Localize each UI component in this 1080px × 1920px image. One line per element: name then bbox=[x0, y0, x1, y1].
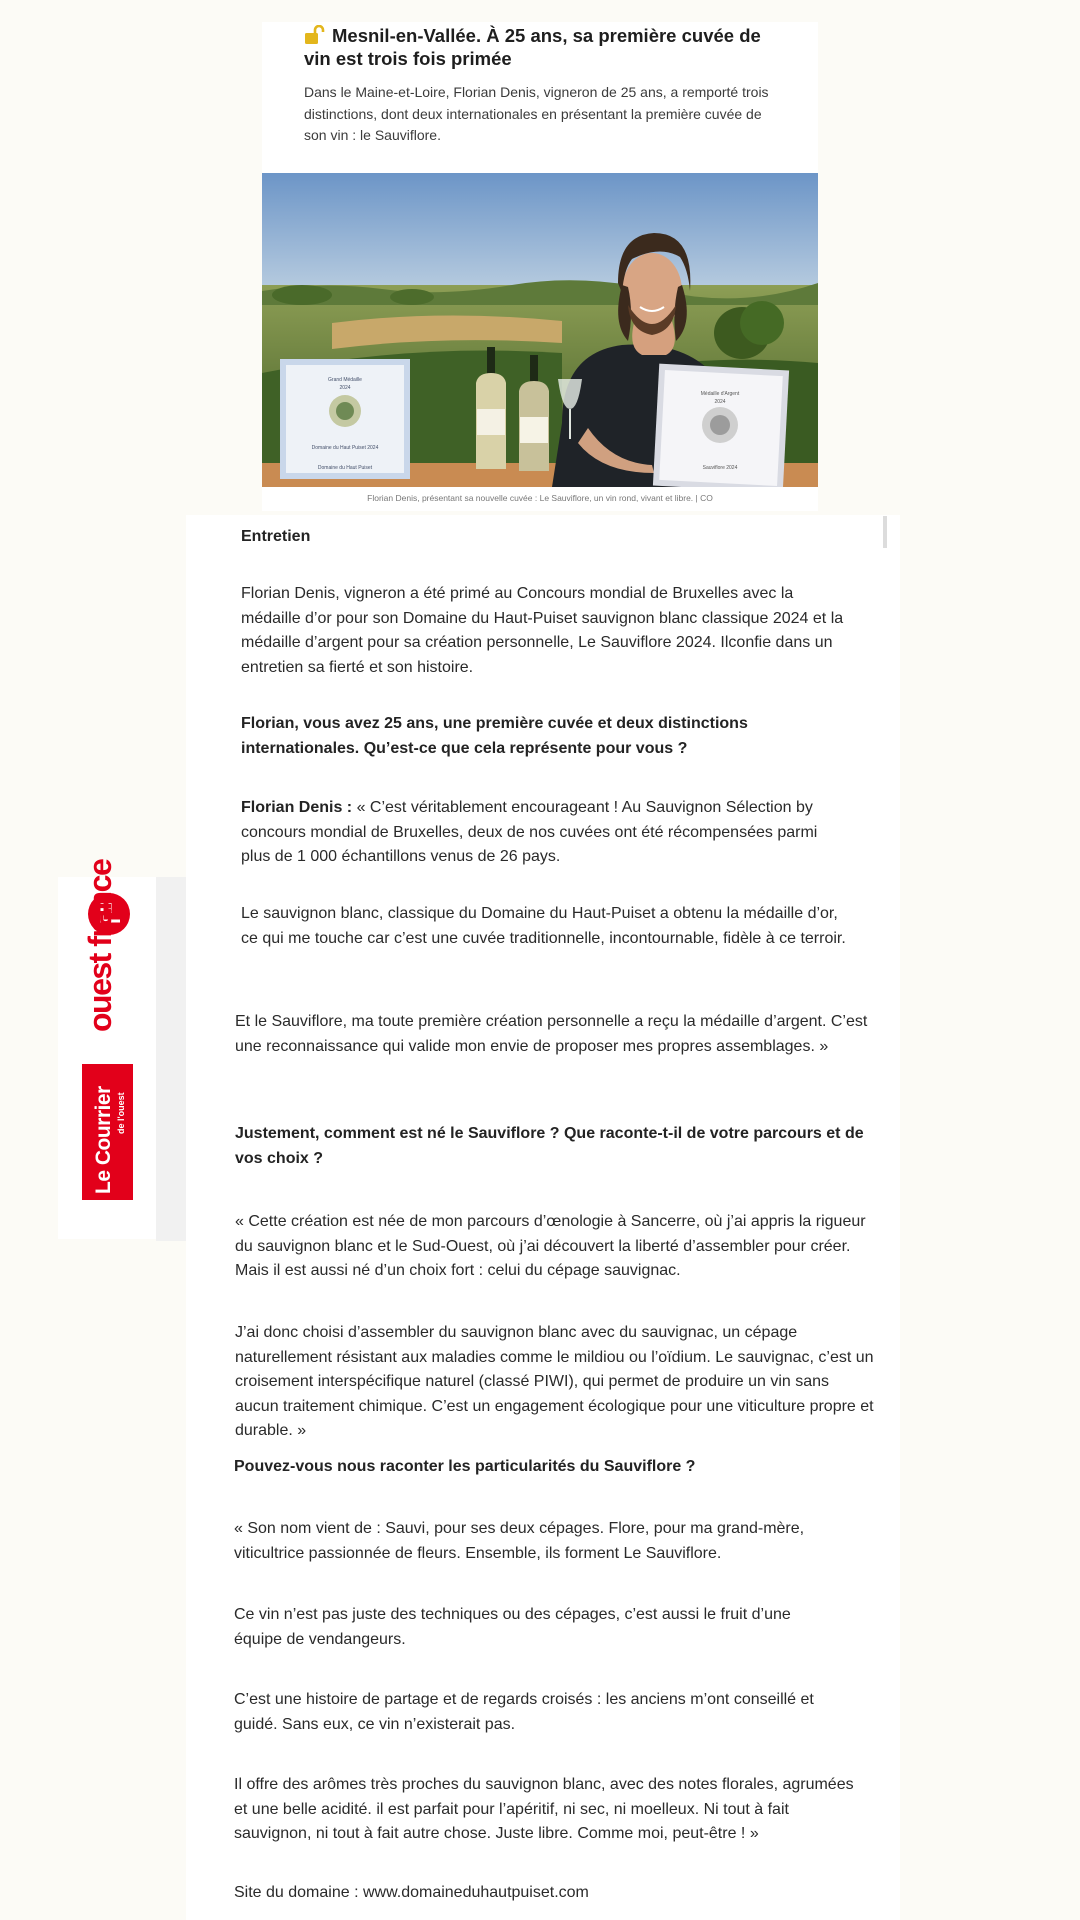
answer-6: « Son nom vient de : Sauvi, pour ses deux cépages. Flore, pour ma grand-mère, viticultrice passionnée de fleurs. Ensemble, ils forment Le Sauviflore. bbox=[234, 1520, 805, 1562]
page-title: Mesnil-en-Vallée. À 25 ans, sa première cuvée de vin est trois fois primée bbox=[304, 25, 761, 69]
answer-5: J’ai donc choisi d’assembler du sauvignon blanc avec du sauvignac, un cépage naturellement résistant aux maladies comme le mildiou ou l’oïdium. Le sauvignac, c’est un croisement interspécifique naturel (classé PIWI), qui permet de produire un vin sans aucun traitement chimique. C’est un engagement écologique pour une viticulture propre et durable. » bbox=[235, 1324, 874, 1439]
answer-1 bbox=[241, 796, 846, 870]
answer-1-text: « C’est véritablement encourageant ! Au Sauvignon Sélection by concours mondial de Bruxelles, deux de nos cuvées ont été récompensées parmi plus de 1 000 échantillons venus de 26 pays. bbox=[241, 799, 818, 865]
answer-2: Le sauvignon blanc, classique du Domaine du Haut-Puiset a obtenu la médaille d’or, ce qui me touche car c’est une cuvée traditionnelle, incontournable, fidèle à ce terroir. bbox=[241, 905, 846, 947]
site-link[interactable]: Site du domaine : www.domaineduhautpuiset.com bbox=[234, 1884, 589, 1901]
diploma-text: 2024 bbox=[714, 399, 726, 405]
answer-4: « Cette création est née de mon parcours d’œnologie à Sancerre, où j’ai appris la rigueur du sauvignon blanc et le Sud-Ouest, où j’ai découvert la liberté d’assembler pour créer. Mais il est aussi né d’un choix fort : celui du cépage sauvignac. bbox=[235, 1213, 866, 1279]
intro-paragraph: Florian Denis, vigneron a été primé au Concours mondial de Bruxelles avec la médaille d’or pour son Domaine du Haut-Puiset sauvignon blanc classique 2024 et la médaille d’argent pour sa création personnelle, Le Sauviflore 2024. Ilconfie dans un entretien sa fierté et son histoire. bbox=[241, 585, 844, 676]
le-courrier-wordmark: Le Courrier bbox=[92, 1086, 115, 1194]
article-header bbox=[262, 22, 818, 174]
diploma-text: Domaine du Haut Puiset bbox=[317, 465, 373, 471]
answer-8: C’est une histoire de partage et de regards croisés : les anciens m’ont conseillé et guidé. Sans eux, ce vin n’existerait pas. bbox=[234, 1691, 814, 1733]
le-courrier-subtitle: de l'ouest bbox=[116, 1092, 126, 1134]
diploma-text: Médaille d'Argent bbox=[700, 391, 740, 397]
ouest-france-wordmark: ouest france bbox=[82, 859, 118, 1032]
photo-caption: Florian Denis, présentant sa nouvelle cuvée : Le Sauviflore, un vin rond, vivant et libre. | CO bbox=[262, 487, 818, 511]
diploma-text: Grand Médaille bbox=[328, 377, 362, 383]
article-lede: Dans le Maine-et-Loire, Florian Denis, vigneron de 25 ans, a remporté trois distinctions, dont deux internationales en présentant la première cuvée de son vin : le Sauviflore. bbox=[304, 84, 769, 143]
answer-3: Et le Sauviflore, ma toute première création personnelle a reçu la médaille d’argent. C’est une reconnaissance qui valide mon envie de proposer mes propres assemblages. » bbox=[235, 1013, 868, 1055]
answer-9: Il offre des arômes très proches du sauvignon blanc, avec des notes florales, agrumées et une belle acidité. il est parfait pour l’apéritif, ni sec, ni moelleux. Ni tout à fait sauvignon, ni tout à fait autre chose. Juste libre. Comme moi, peut-être ! » bbox=[234, 1776, 854, 1842]
le-courrier-logo bbox=[82, 1064, 133, 1200]
question-1: Florian, vous avez 25 ans, une première cuvée et deux distinctions internationales. Qu’est-ce que cela représente pour vous ? bbox=[241, 715, 748, 757]
section-label: Entretien bbox=[241, 528, 311, 545]
diploma-text: 2024 bbox=[339, 385, 351, 391]
diploma-text: Sauviflore 2024 bbox=[702, 465, 738, 471]
article-photo bbox=[262, 173, 818, 487]
answer-7: Ce vin n’est pas juste des techniques ou des cépages, c’est aussi le fruit d’une équipe de vendangeurs. bbox=[234, 1606, 791, 1648]
diploma-text: Domaine du Haut Puiset 2024 bbox=[311, 445, 379, 451]
scrollbar-thumb[interactable] bbox=[883, 516, 887, 548]
logo-panel-shadow bbox=[156, 877, 186, 1241]
question-3: Pouvez-vous nous raconter les particularités du Sauviflore ? bbox=[234, 1458, 696, 1475]
speaker-name: Florian Denis : bbox=[241, 799, 353, 816]
question-2: Justement, comment est né le Sauviflore ? Que raconte-t-il de votre parcours et de vos choix ? bbox=[235, 1125, 864, 1167]
